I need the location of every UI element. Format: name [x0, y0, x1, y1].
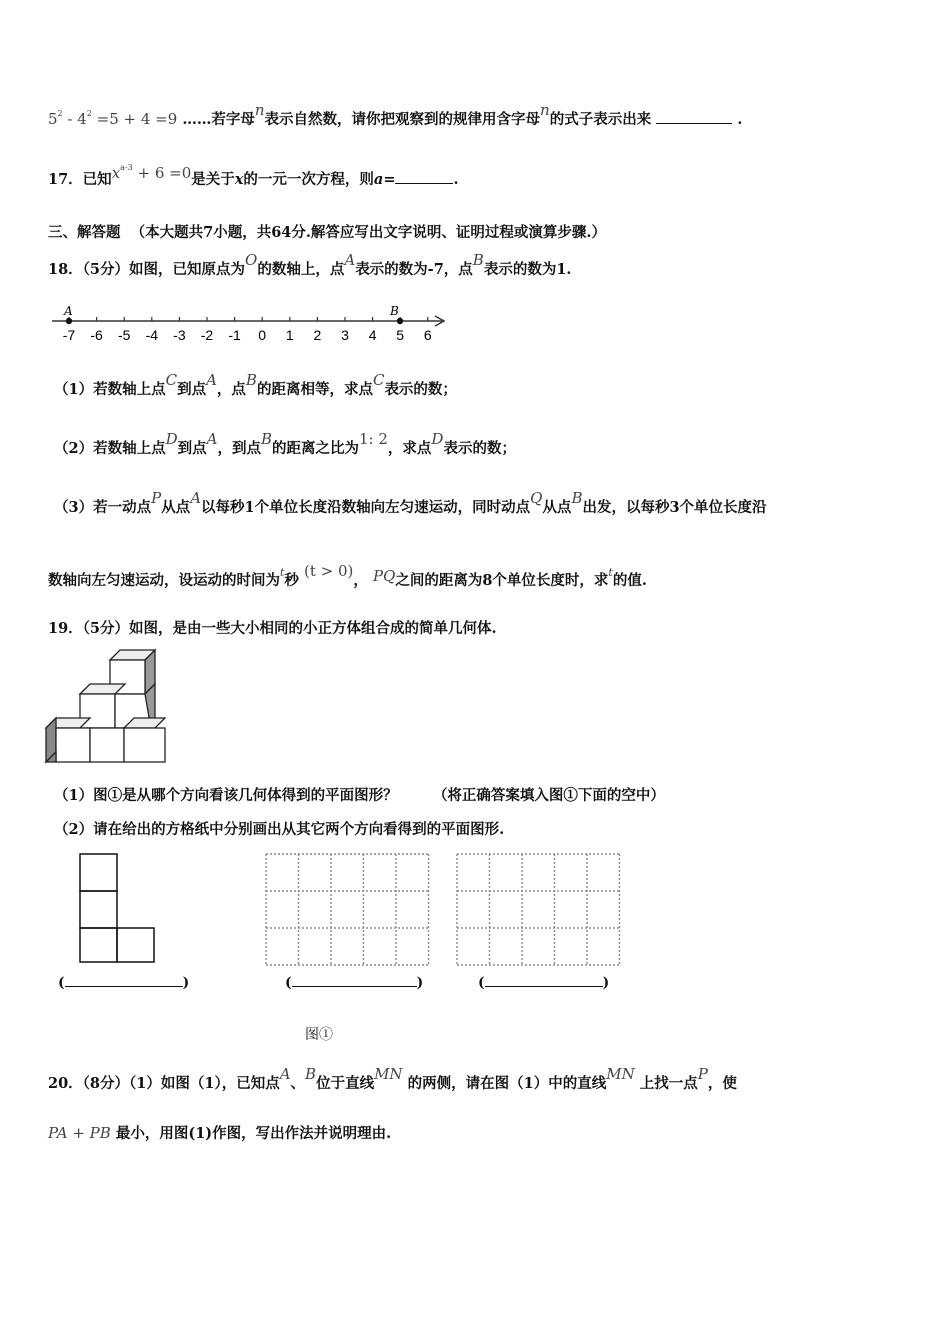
answer-blank[interactable] [656, 111, 732, 124]
tick-label: 2 [313, 327, 322, 343]
tick-label: 6 [423, 327, 432, 343]
question-18-part-1: （1）若数轴上点C到点A，点B的距离相等，求点C表示的数； [54, 371, 457, 398]
question-18-part-2: （2）若数轴上点D到点A，到点B的距离之比为1: 2，求点D表示的数； [54, 430, 516, 457]
tick-label: -4 [145, 327, 159, 343]
question-20-cont: PA + PB 最小，用图(1)作图，写出作法并说明理由. [48, 1124, 392, 1142]
question-18-stem: 18．（5分）如图，已知原点为O的数轴上，点A表示的数为-7，点B表示的数为1. [48, 251, 572, 278]
answer-paren-3[interactable]: ( ) [478, 975, 610, 991]
tick-label: -1 [228, 327, 241, 343]
tick-label: 5 [396, 327, 405, 343]
answer-paren-1[interactable]: ( ) [58, 975, 190, 991]
answer-blank[interactable] [395, 171, 453, 184]
question-19-stem: 19．（5分）如图，是由一些大小相同的小正方体组合成的简单几何体. [48, 620, 497, 637]
question-18-part-3: （3）若一动点P从点A以每秒1个单位长度沿数轴向左匀速运动，同时动点Q从点B出发，以每秒3个单位长度沿 [54, 489, 767, 516]
grid-paper-1[interactable] [264, 852, 434, 968]
front-view-figure [78, 852, 158, 964]
point-a [66, 318, 72, 324]
question-20: 20．（8分）（1）如图（1），已知点A、B位于直线MN 的两侧，请在图（1）中的直线MN 上找一点P，使 [48, 1065, 737, 1092]
tick-label: 3 [341, 327, 349, 343]
tick-label: 4 [368, 327, 377, 343]
grid-paper-2[interactable] [455, 852, 625, 968]
tick-label: -6 [90, 327, 103, 343]
point-a-label: A [64, 304, 73, 318]
formula: $5^2 - 4^2 =5 + 4 =9$ [48, 109, 178, 128]
question-17: 17．已知$x^{a-3} + 6 =0$是关于x的一元一次方程，则a= . [48, 163, 459, 188]
tick-label: -5 [117, 327, 131, 343]
figure-label: 图① [305, 1027, 333, 1043]
question-19-part-1: （1）图①是从哪个方向看该几何体得到的平面图形？ （将正确答案填入图①下面的空中） [54, 787, 665, 804]
answer-paren-2[interactable]: ( ) [285, 975, 424, 991]
cube-solid-figure [40, 644, 175, 774]
question-19-part-2: （2）请在给出的方格纸中分别画出从其它两个方向看得到的平面图形. [54, 821, 505, 838]
tick-label: 1 [285, 327, 294, 343]
tick-label: 0 [258, 327, 267, 343]
number-line [48, 300, 458, 348]
rule-line: $5^2 - 4^2 =5 + 4 =9$ ……若字母n表示自然数，请你把观察到的规律用含字母n的式子表示出来 . [48, 101, 743, 128]
point-b [397, 318, 403, 324]
tick-label: -7 [62, 327, 76, 343]
question-18-part-3-cont: 数轴向左匀速运动，设运动的时间为$^t$秒 (t > 0)， PQ之间的距离为8个单位长度时，求$^t$的值. [48, 562, 647, 589]
section-title: 三、解答题 （本大题共7小题，共64分.解答应写出文字说明、证明过程或演算步骤.） [48, 224, 606, 241]
tick-label: -2 [200, 327, 214, 343]
point-b-label: B [390, 304, 399, 318]
tick-label: -3 [173, 327, 186, 343]
